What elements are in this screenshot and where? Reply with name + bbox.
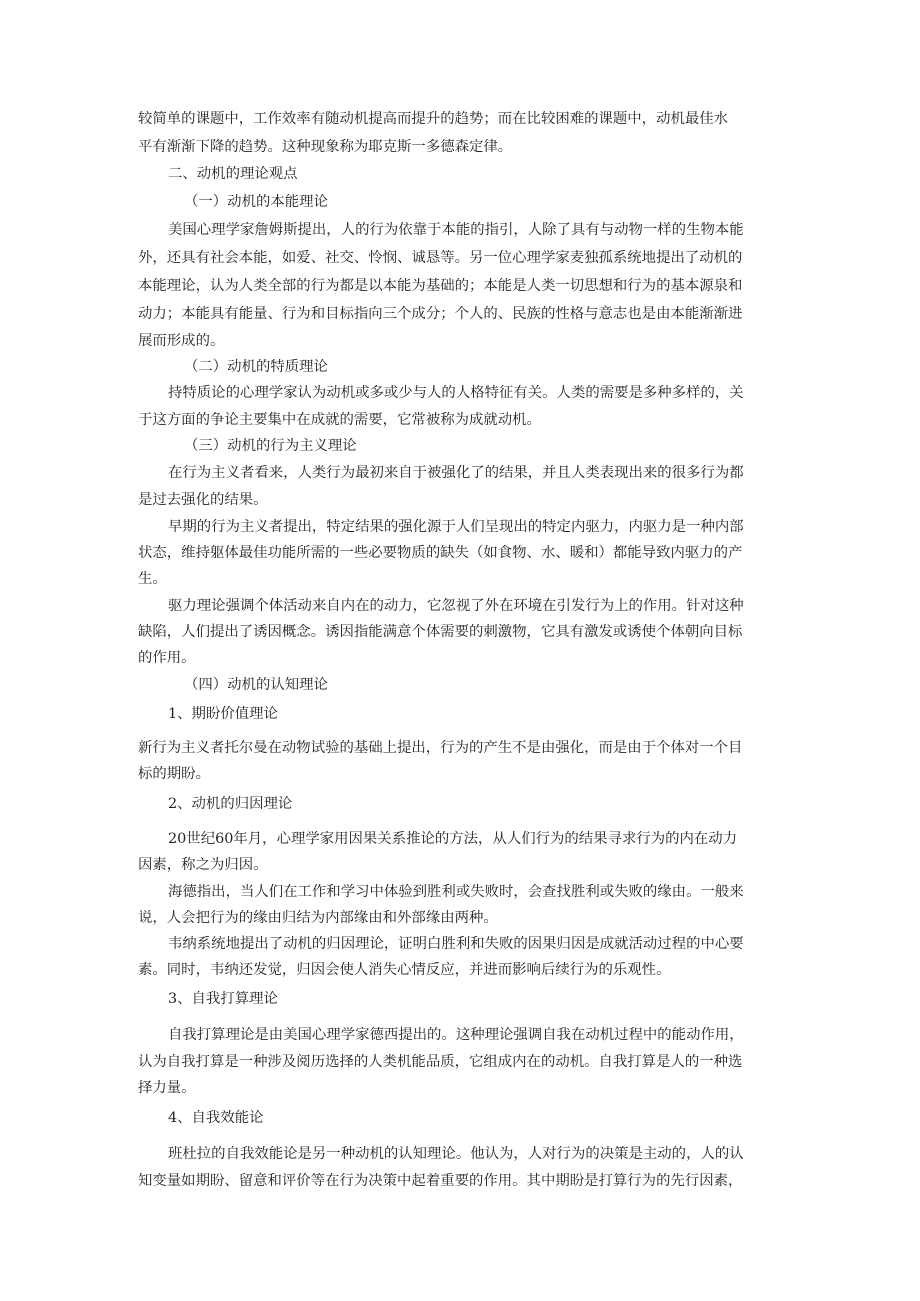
body-text-line: 驱力理论强调个体活动来自内在的动力，它忽视了外在环境在引发行为上的作用。针对这种 (168, 598, 744, 614)
body-text-line: 于这方面的争论主要集中在成就的需要，它常被称为成就动机。 (138, 412, 541, 428)
body-text-line: 海德指出，当人们在工作和学习中体验到胜利或失败时，会查找胜利或失败的缘由。一般来 (168, 884, 744, 900)
section-heading: 二、动机的理论观点 (168, 166, 298, 182)
body-text-line: 是过去强化的结果。 (138, 492, 268, 508)
subsection-heading: （四）动机的认知理论 (184, 677, 328, 693)
body-text-line: 动力；本能具有能量、行为和目标指向三个成分；个人的、民族的性格与意志也是由本能渐渐进 (138, 306, 743, 322)
body-text-line: 平有渐渐下降的趋势。这种现象称为耶克斯一多德森定律。 (138, 139, 513, 155)
body-text-line: 新行为主义者托尔曼在动物试验的基础上提出，行为的产生不是由强化，而是由于个体对一个目 (138, 740, 743, 756)
body-text-line: 标的期盼。 (138, 766, 210, 782)
body-text-line: 因素，称之为归因。 (138, 857, 268, 873)
body-text-line: 在行为主义者看来，人类行为最初来自于被强化了的结果，并且人类表现出来的很多行为都 (168, 465, 744, 481)
body-text-line: 韦纳系统地提出了动机的归因理论，证明白胜利和失败的因果归因是成就活动过程的中心要 (168, 936, 744, 952)
body-text-line: 美国心理学家詹姆斯提出，人的行为依靠于本能的指引，人除了具有与动物一样的生物本能 (168, 222, 744, 238)
body-text-line: 外，还具有社会本能，如爱、社交、怜悯、诚恳等。另一位心理学家麦独孤系统地提出了动机的 (138, 250, 743, 266)
subsection-heading: （二）动机的特质理论 (184, 359, 328, 375)
body-text-line: 素。同时，韦纳还发觉，归因会使人消失心情反应，并进而影响后续行为的乐观性。 (138, 962, 671, 978)
body-text-line: 20世纪60年月，心理学家用因果关系推论的方法，从人们行为的结果寻求行为的内在动力 (168, 831, 738, 847)
body-text-line: 说，人会把行为的缘由归结为内部缘由和外部缘由两种。 (138, 910, 498, 926)
numbered-heading: 2、动机的归因理论 (168, 796, 293, 812)
subsection-heading: （三）动机的行为主义理论 (184, 438, 357, 454)
body-text-line: 自我打算理论是由美国心理学家德西提出的。这种理论强调自我在动机过程中的能动作用， (168, 1027, 744, 1043)
body-text-line: 本能理论，认为人类全部的行为都是以本能为基础的；本能是人类一切思想和行为的基本源泉和 (138, 278, 743, 294)
body-text-line: 缺陷，人们提出了诱因概念。诱因指能满意个体需要的刺激物，它具有激发或诱使个体朝向目标 (138, 624, 743, 640)
body-text-line: 持特质论的心理学家认为动机或多或少与人的人格特征有关。人类的需要是多种多样的，关 (168, 385, 744, 401)
body-text-line: 较简单的课题中，工作效率有随动机提高而提升的趋势；而在比较困难的课题中，动机最佳水 (138, 111, 729, 127)
numbered-heading: 1、期盼价值理论 (168, 706, 278, 722)
body-text-line: 早期的行为主义者提出，特定结果的强化源于人们呈现出的特定内驱力，内驱力是一种内部 (168, 519, 744, 535)
subsection-heading: （一）动机的本能理论 (184, 194, 328, 210)
body-text-line: 知变量如期盼、留意和评价等在行为决策中起着重要的作用。其中期盼是打算行为的先行因素， (138, 1173, 743, 1189)
body-text-line: 择力量。 (138, 1080, 196, 1096)
body-text-line: 生。 (138, 571, 167, 587)
numbered-heading: 4、自我效能论 (168, 1110, 264, 1126)
body-text-line: 认为自我打算是一种涉及阅历选择的人类机能品质，它组成内在的动机。自我打算是人的一种选 (138, 1054, 743, 1070)
body-text-line: 的作用。 (138, 650, 196, 666)
body-text-line: 班杜拉的自我效能论是另一种动机的认知理论。他认为，人对行为的决策是主动的，人的认 (168, 1146, 744, 1162)
body-text-line: 展而形成的。 (138, 333, 225, 349)
body-text-line: 状态，维持躯体最佳功能所需的一些必要物质的缺失（如食物、水、暖和）都能导致内驱力的产 (138, 545, 743, 561)
numbered-heading: 3、自我打算理论 (168, 991, 278, 1007)
